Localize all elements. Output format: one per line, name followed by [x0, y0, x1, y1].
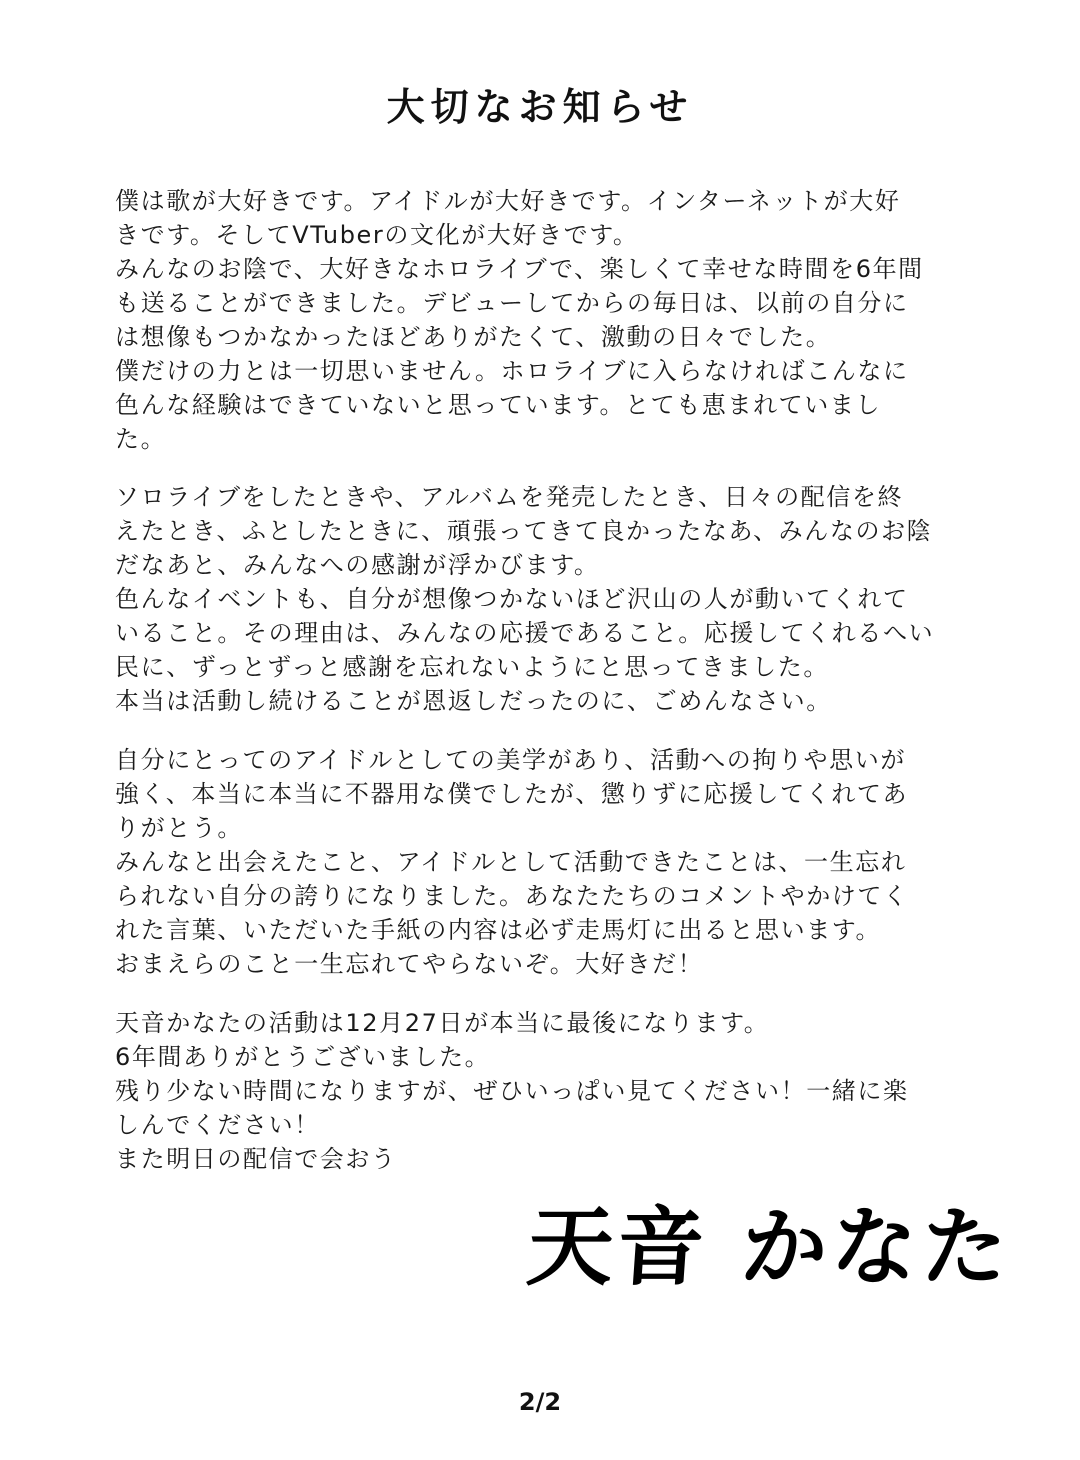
- body-line: 天音かなたの活動は12月27日が本当に最後になります。: [115, 1009, 770, 1037]
- body-line: えたとき、ふとしたときに、頑張ってきて良かったなあ、みんなのお陰: [115, 517, 933, 545]
- body-line: みんなのお陰で、大好きなホロライブで、楽しくて幸せな時間を6年間: [115, 255, 924, 283]
- body-line: しんでください！: [115, 1111, 320, 1139]
- body-line: 色んな経験はできていないと思っています。とても恵まれていまし: [115, 391, 882, 419]
- page-number: 2/2: [518, 1388, 562, 1416]
- body-line: いること。その理由は、みんなの応援であること。応援してくれるへい: [115, 619, 935, 647]
- body-line: た。: [115, 425, 167, 453]
- body-line: られない自分の誇りになりました。あなたたちのコメントやかけてく: [115, 882, 909, 910]
- body-line: りがとう。: [115, 814, 243, 842]
- body-line: 僕だけの力とは一切思いません。ホロライブに入らなければこんなに: [115, 357, 909, 385]
- body-line: ソロライブをしたときや、アルバムを発売したとき、日々の配信を終: [115, 483, 904, 511]
- body-line: れた言葉、いただいた手紙の内容は必ず走馬灯に出ると思います。: [115, 916, 882, 944]
- body-line: 残り少ない時間になりますが、ぜひいっぱい見てください！一緒に楽: [115, 1077, 909, 1105]
- body-line: おまえらのこと一生忘れてやらないぞ。大好きだ！: [115, 950, 704, 978]
- body-line: 僕は歌が大好きです。アイドルが大好きです。インターネットが大好: [115, 187, 901, 215]
- body-line: 6年間ありがとうございました。: [115, 1043, 491, 1071]
- body-line: 自分にとってのアイドルとしての美学があり、活動への拘りや思いが: [115, 746, 906, 774]
- document-title: 大切なお知らせ: [386, 85, 694, 129]
- body-line: きです。そしてVTuberの文化が大好きです。: [115, 221, 639, 249]
- body-line: 色んなイベントも、自分が想像つかないほど沢山の人が動いてくれて: [115, 585, 909, 613]
- body-line: だなあと、みんなへの感謝が浮かびます。: [115, 551, 600, 579]
- body-line: 強く、本当に本当に不器用な僕でしたが、懲りずに応援してくれてあ: [115, 780, 909, 808]
- body-line: 民に、ずっとずっと感謝を忘れないようにと思ってきました。: [115, 653, 829, 681]
- body-line: 本当は活動し続けることが恩返しだったのに、ごめんなさい。: [115, 687, 832, 715]
- body-line: また明日の配信で会おう: [115, 1145, 397, 1173]
- body-line: は想像もつかなかったほどありがたくて、激動の日々でした。: [115, 323, 832, 351]
- body-line: も送ることができました。デビューしてからの毎日は、以前の自分に: [115, 289, 909, 317]
- body-line: みんなと出会えたこと、アイドルとして活動できたことは、一生忘れ: [115, 848, 907, 876]
- handwritten-signature: 天音 かなた: [523, 1198, 1015, 1298]
